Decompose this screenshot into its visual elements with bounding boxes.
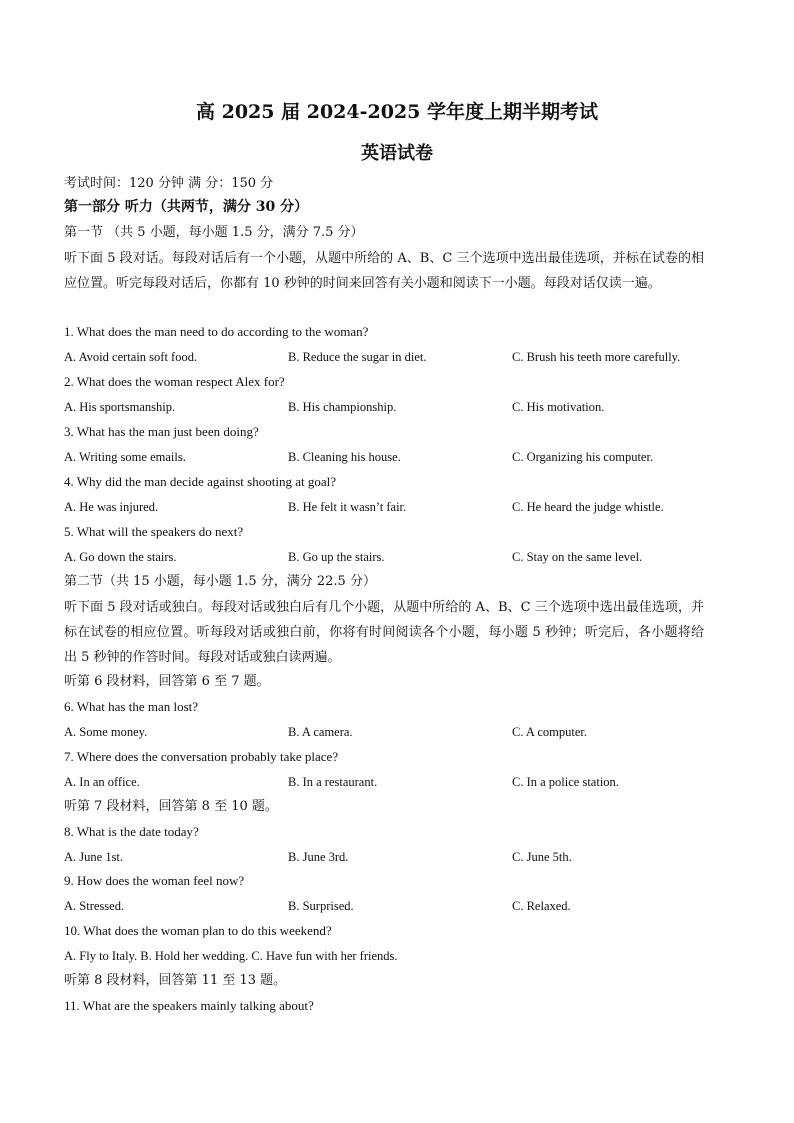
option-1a: A. Avoid certain soft food. bbox=[64, 350, 198, 364]
section1-instruction: 听下面 5 段对话。每段对话后有一个小题，从题中所给的 A、B、C 三个选项中选出最佳选项，并标在试卷的相应位置。听完每段对话后，你都有 10 秒钟的时间来回答有关小题和阅读下一小题。每段对话仅读一遍。 bbox=[64, 251, 704, 291]
options-10: A. Fly to Italy. B. Hold her wedding. C. Have fun with her friends. bbox=[64, 949, 398, 963]
question-9: 9. How does the woman feel now? bbox=[64, 873, 245, 888]
question-4: 4. Why did the man decide against shooting at goal? bbox=[64, 474, 336, 489]
option-1c: C. Brush his teeth more carefully. bbox=[512, 350, 681, 364]
option-3a: A. Writing some emails. bbox=[64, 450, 186, 464]
section2-heading: 第二节（共 15 小题，每小题 1.5 分，满分 22.5 分） bbox=[64, 574, 376, 589]
option-6b: B. A camera. bbox=[288, 725, 353, 739]
option-5a: A. Go down the stairs. bbox=[64, 550, 177, 564]
option-6a: A. Some money. bbox=[64, 725, 148, 739]
question-3: 3. What has the man just been doing? bbox=[64, 424, 259, 439]
option-4b: B. He felt it wasn’t fair. bbox=[288, 500, 407, 514]
question-1: 1. What does the man need to do according to the woman? bbox=[64, 324, 369, 339]
paper-subtitle: 英语试卷 bbox=[361, 143, 433, 164]
material-7-note: 听第 7 段材料，回答第 8 至 10 题。 bbox=[64, 799, 278, 814]
option-7c: C. In a police station. bbox=[512, 775, 619, 789]
question-2: 2. What does the woman respect Alex for? bbox=[64, 374, 285, 389]
option-2a: A. His sportsmanship. bbox=[64, 400, 176, 414]
option-7a: A. In an office. bbox=[64, 775, 140, 789]
exam-title: 高 2025 届 2024-2025 学年度上期半期考试 bbox=[196, 101, 598, 123]
question-10: 10. What does the woman plan to do this weekend? bbox=[64, 923, 332, 938]
option-3c: C. Organizing his computer. bbox=[512, 450, 654, 464]
option-4c: C. He heard the judge whistle. bbox=[512, 500, 664, 514]
material-8-note: 听第 8 段材料，回答第 11 至 13 题。 bbox=[64, 973, 287, 988]
option-5b: B. Go up the stairs. bbox=[288, 550, 385, 564]
option-9c: C. Relaxed. bbox=[512, 899, 571, 913]
question-11: 11. What are the speakers mainly talking about? bbox=[64, 998, 314, 1013]
section2-instruction: 听下面 5 段对话或独白。每段对话或独白后有几个小题，从题中所给的 A、B、C 三个选项中选出最佳选项，并标在试卷的相应位置。听每段对话或独白前，你将有时间阅读各个小题，每小题 5 秒钟；听完后，各小题将给出 5 秒钟的作答时间。每段对话或独白读两遍。 bbox=[64, 600, 704, 665]
option-8b: B. June 3rd. bbox=[288, 850, 349, 864]
option-8a: A. June 1st. bbox=[64, 850, 124, 864]
option-2c: C. His motivation. bbox=[512, 400, 605, 414]
option-3b: B. Cleaning his house. bbox=[288, 450, 401, 464]
question-6: 6. What has the man lost? bbox=[64, 699, 199, 714]
option-2b: B. His championship. bbox=[288, 400, 397, 414]
option-8c: C. June 5th. bbox=[512, 850, 572, 864]
option-5c: C. Stay on the same level. bbox=[512, 550, 643, 564]
option-9a: A. Stressed. bbox=[64, 899, 125, 913]
option-1b: B. Reduce the sugar in diet. bbox=[288, 350, 427, 364]
exam-info: 考试时间：120 分钟 满 分：150 分 bbox=[64, 176, 274, 191]
option-6c: C. A computer. bbox=[512, 725, 587, 739]
question-5: 5. What will the speakers do next? bbox=[64, 524, 244, 539]
option-9b: B. Surprised. bbox=[288, 899, 354, 913]
part1-heading: 第一部分 听力（共两节，满分 30 分） bbox=[64, 199, 309, 215]
option-4a: A. He was injured. bbox=[64, 500, 159, 514]
material-6-note: 听第 6 段材料，回答第 6 至 7 题。 bbox=[64, 674, 270, 689]
option-7b: B. In a restaurant. bbox=[288, 775, 378, 789]
section1-heading: 第一节 （共 5 小题，每小题 1.5 分，满分 7.5 分） bbox=[64, 225, 364, 240]
question-8: 8. What is the date today? bbox=[64, 824, 199, 839]
question-7: 7. Where does the conversation probably take place? bbox=[64, 749, 339, 764]
